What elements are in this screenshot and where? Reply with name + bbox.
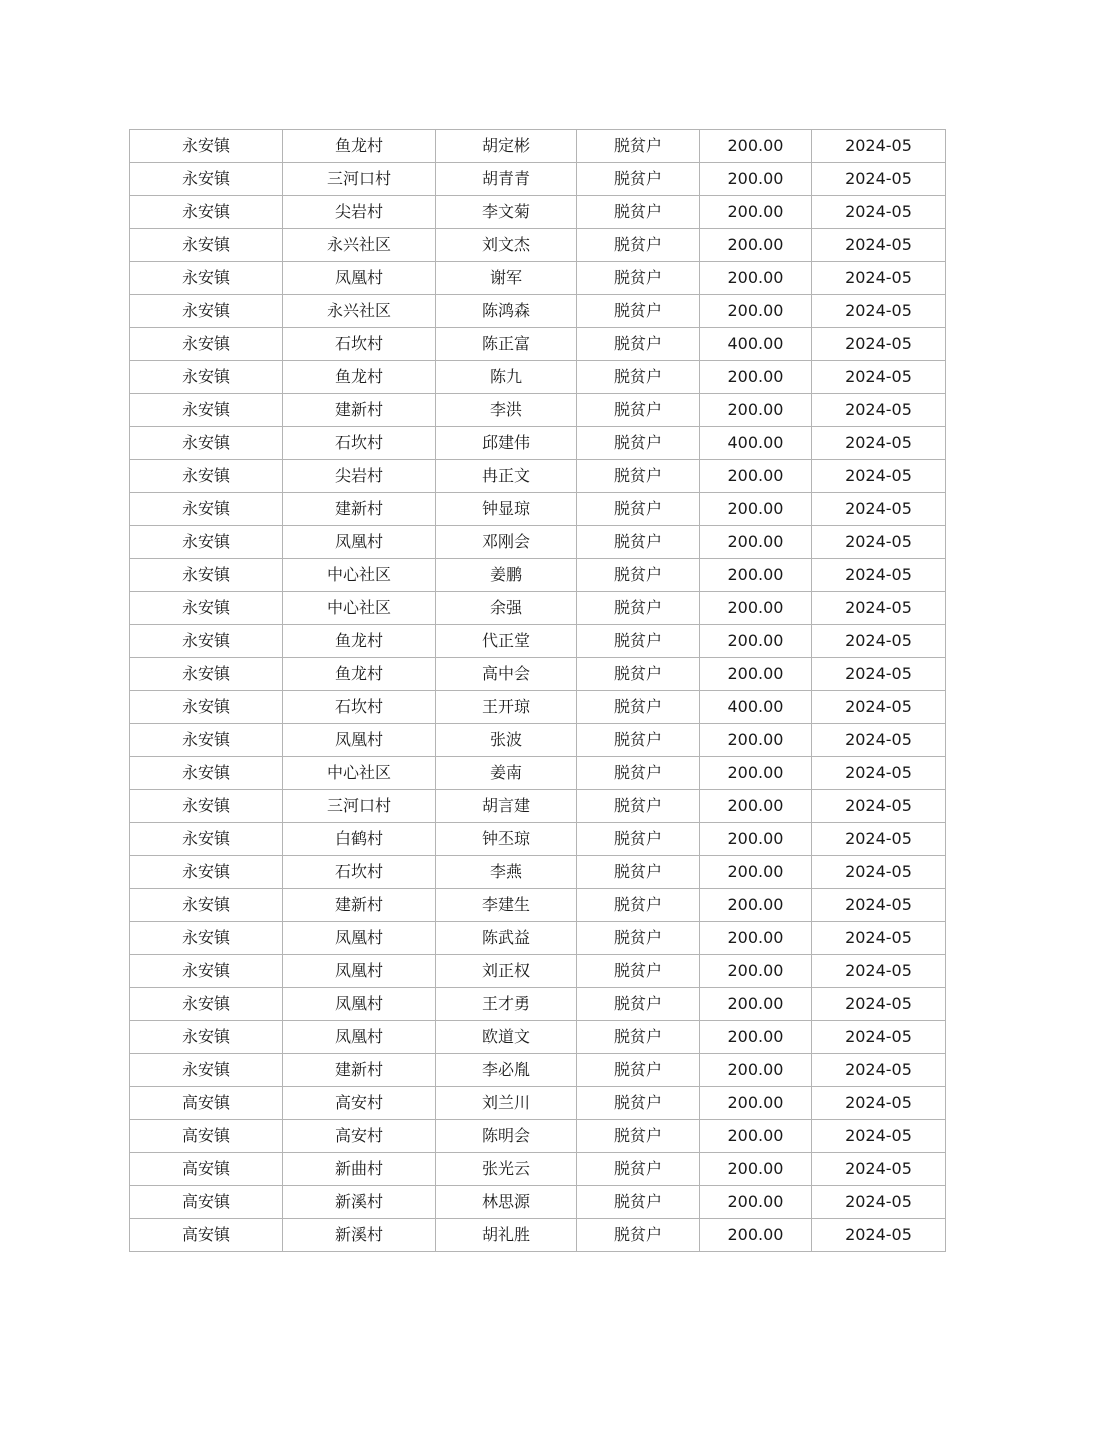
amount-cell: 200.00 bbox=[700, 724, 812, 757]
village-cell: 中心社区 bbox=[283, 757, 436, 790]
household-type-cell: 脱贫户 bbox=[577, 625, 700, 658]
household-type-cell: 脱贫户 bbox=[577, 526, 700, 559]
name-cell: 刘文杰 bbox=[436, 229, 577, 262]
village-cell: 高安村 bbox=[283, 1120, 436, 1153]
village-cell: 石坎村 bbox=[283, 691, 436, 724]
amount-cell: 200.00 bbox=[700, 163, 812, 196]
town-cell: 永安镇 bbox=[130, 328, 283, 361]
name-cell: 张光云 bbox=[436, 1153, 577, 1186]
table-row bbox=[130, 196, 946, 229]
household-type-cell: 脱贫户 bbox=[577, 328, 700, 361]
household-type-cell: 脱贫户 bbox=[577, 1120, 700, 1153]
household-type-cell: 脱贫户 bbox=[577, 163, 700, 196]
village-cell: 永兴社区 bbox=[283, 295, 436, 328]
amount-cell: 200.00 bbox=[700, 361, 812, 394]
household-type-cell: 脱贫户 bbox=[577, 130, 700, 163]
name-cell: 代正堂 bbox=[436, 625, 577, 658]
name-cell: 王才勇 bbox=[436, 988, 577, 1021]
amount-cell: 200.00 bbox=[700, 889, 812, 922]
month-cell: 2024-05 bbox=[812, 955, 946, 988]
town-cell: 永安镇 bbox=[130, 460, 283, 493]
name-cell: 李文菊 bbox=[436, 196, 577, 229]
name-cell: 林思源 bbox=[436, 1186, 577, 1219]
town-cell: 永安镇 bbox=[130, 988, 283, 1021]
village-cell: 尖岩村 bbox=[283, 196, 436, 229]
month-cell: 2024-05 bbox=[812, 295, 946, 328]
village-cell: 鱼龙村 bbox=[283, 361, 436, 394]
household-type-cell: 脱贫户 bbox=[577, 559, 700, 592]
amount-cell: 200.00 bbox=[700, 658, 812, 691]
village-cell: 凤凰村 bbox=[283, 526, 436, 559]
amount-cell: 400.00 bbox=[700, 427, 812, 460]
household-type-cell: 脱贫户 bbox=[577, 955, 700, 988]
month-cell: 2024-05 bbox=[812, 691, 946, 724]
town-cell: 永安镇 bbox=[130, 955, 283, 988]
month-cell: 2024-05 bbox=[812, 790, 946, 823]
village-cell: 中心社区 bbox=[283, 559, 436, 592]
village-cell: 凤凰村 bbox=[283, 1021, 436, 1054]
name-cell: 胡定彬 bbox=[436, 130, 577, 163]
town-cell: 永安镇 bbox=[130, 361, 283, 394]
village-cell: 新曲村 bbox=[283, 1153, 436, 1186]
household-type-cell: 脱贫户 bbox=[577, 757, 700, 790]
village-cell: 三河口村 bbox=[283, 790, 436, 823]
household-type-cell: 脱贫户 bbox=[577, 1219, 700, 1252]
month-cell: 2024-05 bbox=[812, 1054, 946, 1087]
month-cell: 2024-05 bbox=[812, 724, 946, 757]
town-cell: 永安镇 bbox=[130, 922, 283, 955]
town-cell: 永安镇 bbox=[130, 493, 283, 526]
amount-cell: 200.00 bbox=[700, 1021, 812, 1054]
amount-cell: 200.00 bbox=[700, 1153, 812, 1186]
village-cell: 尖岩村 bbox=[283, 460, 436, 493]
household-type-cell: 脱贫户 bbox=[577, 427, 700, 460]
town-cell: 永安镇 bbox=[130, 526, 283, 559]
amount-cell: 200.00 bbox=[700, 295, 812, 328]
table-row bbox=[130, 1120, 946, 1153]
household-type-cell: 脱贫户 bbox=[577, 361, 700, 394]
household-type-cell: 脱贫户 bbox=[577, 922, 700, 955]
town-cell: 永安镇 bbox=[130, 427, 283, 460]
amount-cell: 200.00 bbox=[700, 1120, 812, 1153]
table-row bbox=[130, 823, 946, 856]
amount-cell: 400.00 bbox=[700, 691, 812, 724]
town-cell: 永安镇 bbox=[130, 790, 283, 823]
month-cell: 2024-05 bbox=[812, 1120, 946, 1153]
name-cell: 张波 bbox=[436, 724, 577, 757]
town-cell: 永安镇 bbox=[130, 229, 283, 262]
amount-cell: 400.00 bbox=[700, 328, 812, 361]
table-row bbox=[130, 790, 946, 823]
town-cell: 永安镇 bbox=[130, 592, 283, 625]
table-row bbox=[130, 889, 946, 922]
household-type-cell: 脱贫户 bbox=[577, 196, 700, 229]
village-cell: 凤凰村 bbox=[283, 724, 436, 757]
month-cell: 2024-05 bbox=[812, 757, 946, 790]
month-cell: 2024-05 bbox=[812, 988, 946, 1021]
name-cell: 陈武益 bbox=[436, 922, 577, 955]
town-cell: 永安镇 bbox=[130, 691, 283, 724]
name-cell: 姜南 bbox=[436, 757, 577, 790]
amount-cell: 200.00 bbox=[700, 790, 812, 823]
village-cell: 新溪村 bbox=[283, 1186, 436, 1219]
table-row bbox=[130, 1186, 946, 1219]
table-row bbox=[130, 1219, 946, 1252]
table-row bbox=[130, 262, 946, 295]
household-type-cell: 脱贫户 bbox=[577, 790, 700, 823]
town-cell: 高安镇 bbox=[130, 1120, 283, 1153]
name-cell: 高中会 bbox=[436, 658, 577, 691]
name-cell: 余强 bbox=[436, 592, 577, 625]
name-cell: 刘兰川 bbox=[436, 1087, 577, 1120]
name-cell: 邓刚会 bbox=[436, 526, 577, 559]
table-row bbox=[130, 394, 946, 427]
month-cell: 2024-05 bbox=[812, 856, 946, 889]
household-type-cell: 脱贫户 bbox=[577, 1087, 700, 1120]
amount-cell: 200.00 bbox=[700, 559, 812, 592]
month-cell: 2024-05 bbox=[812, 427, 946, 460]
table-row bbox=[130, 130, 946, 163]
month-cell: 2024-05 bbox=[812, 361, 946, 394]
table-row bbox=[130, 757, 946, 790]
village-cell: 高安村 bbox=[283, 1087, 436, 1120]
town-cell: 高安镇 bbox=[130, 1219, 283, 1252]
table-row bbox=[130, 526, 946, 559]
town-cell: 永安镇 bbox=[130, 625, 283, 658]
amount-cell: 200.00 bbox=[700, 493, 812, 526]
month-cell: 2024-05 bbox=[812, 1153, 946, 1186]
month-cell: 2024-05 bbox=[812, 493, 946, 526]
month-cell: 2024-05 bbox=[812, 1186, 946, 1219]
name-cell: 陈九 bbox=[436, 361, 577, 394]
household-type-cell: 脱贫户 bbox=[577, 1153, 700, 1186]
town-cell: 永安镇 bbox=[130, 1054, 283, 1087]
table-row bbox=[130, 988, 946, 1021]
household-type-cell: 脱贫户 bbox=[577, 262, 700, 295]
month-cell: 2024-05 bbox=[812, 328, 946, 361]
table-row bbox=[130, 559, 946, 592]
month-cell: 2024-05 bbox=[812, 922, 946, 955]
town-cell: 永安镇 bbox=[130, 823, 283, 856]
village-cell: 凤凰村 bbox=[283, 262, 436, 295]
town-cell: 永安镇 bbox=[130, 163, 283, 196]
village-cell: 建新村 bbox=[283, 394, 436, 427]
village-cell: 建新村 bbox=[283, 889, 436, 922]
table-row bbox=[130, 955, 946, 988]
month-cell: 2024-05 bbox=[812, 889, 946, 922]
month-cell: 2024-05 bbox=[812, 1087, 946, 1120]
household-type-cell: 脱贫户 bbox=[577, 229, 700, 262]
name-cell: 胡礼胜 bbox=[436, 1219, 577, 1252]
amount-cell: 200.00 bbox=[700, 262, 812, 295]
table-row bbox=[130, 295, 946, 328]
amount-cell: 200.00 bbox=[700, 856, 812, 889]
village-cell: 鱼龙村 bbox=[283, 625, 436, 658]
name-cell: 钟丕琼 bbox=[436, 823, 577, 856]
town-cell: 永安镇 bbox=[130, 295, 283, 328]
amount-cell: 200.00 bbox=[700, 229, 812, 262]
village-cell: 凤凰村 bbox=[283, 955, 436, 988]
table-row bbox=[130, 691, 946, 724]
month-cell: 2024-05 bbox=[812, 229, 946, 262]
amount-cell: 200.00 bbox=[700, 1054, 812, 1087]
month-cell: 2024-05 bbox=[812, 196, 946, 229]
town-cell: 高安镇 bbox=[130, 1087, 283, 1120]
table-row bbox=[130, 328, 946, 361]
household-type-cell: 脱贫户 bbox=[577, 724, 700, 757]
month-cell: 2024-05 bbox=[812, 1219, 946, 1252]
table-row bbox=[130, 460, 946, 493]
household-type-cell: 脱贫户 bbox=[577, 856, 700, 889]
amount-cell: 200.00 bbox=[700, 1186, 812, 1219]
amount-cell: 200.00 bbox=[700, 592, 812, 625]
amount-cell: 200.00 bbox=[700, 1219, 812, 1252]
name-cell: 陈正富 bbox=[436, 328, 577, 361]
month-cell: 2024-05 bbox=[812, 526, 946, 559]
town-cell: 永安镇 bbox=[130, 1021, 283, 1054]
household-type-cell: 脱贫户 bbox=[577, 889, 700, 922]
village-cell: 三河口村 bbox=[283, 163, 436, 196]
amount-cell: 200.00 bbox=[700, 625, 812, 658]
amount-cell: 200.00 bbox=[700, 823, 812, 856]
town-cell: 高安镇 bbox=[130, 1186, 283, 1219]
month-cell: 2024-05 bbox=[812, 559, 946, 592]
household-type-cell: 脱贫户 bbox=[577, 658, 700, 691]
table-body bbox=[130, 130, 946, 1252]
town-cell: 永安镇 bbox=[130, 394, 283, 427]
town-cell: 永安镇 bbox=[130, 559, 283, 592]
town-cell: 永安镇 bbox=[130, 196, 283, 229]
table-row bbox=[130, 625, 946, 658]
name-cell: 李建生 bbox=[436, 889, 577, 922]
village-cell: 永兴社区 bbox=[283, 229, 436, 262]
month-cell: 2024-05 bbox=[812, 460, 946, 493]
month-cell: 2024-05 bbox=[812, 394, 946, 427]
table-row bbox=[130, 361, 946, 394]
village-cell: 石坎村 bbox=[283, 427, 436, 460]
household-type-cell: 脱贫户 bbox=[577, 988, 700, 1021]
town-cell: 永安镇 bbox=[130, 658, 283, 691]
town-cell: 永安镇 bbox=[130, 889, 283, 922]
table-row bbox=[130, 427, 946, 460]
amount-cell: 200.00 bbox=[700, 988, 812, 1021]
amount-cell: 200.00 bbox=[700, 526, 812, 559]
name-cell: 李必胤 bbox=[436, 1054, 577, 1087]
table-row bbox=[130, 592, 946, 625]
month-cell: 2024-05 bbox=[812, 1021, 946, 1054]
name-cell: 姜鹏 bbox=[436, 559, 577, 592]
name-cell: 钟显琼 bbox=[436, 493, 577, 526]
table-row bbox=[130, 163, 946, 196]
table-row bbox=[130, 658, 946, 691]
household-type-cell: 脱贫户 bbox=[577, 823, 700, 856]
amount-cell: 200.00 bbox=[700, 196, 812, 229]
village-cell: 凤凰村 bbox=[283, 922, 436, 955]
village-cell: 凤凰村 bbox=[283, 988, 436, 1021]
table-row bbox=[130, 922, 946, 955]
table-row bbox=[130, 1087, 946, 1120]
household-type-cell: 脱贫户 bbox=[577, 592, 700, 625]
name-cell: 李洪 bbox=[436, 394, 577, 427]
table-row bbox=[130, 856, 946, 889]
data-table bbox=[129, 129, 946, 1252]
month-cell: 2024-05 bbox=[812, 823, 946, 856]
household-type-cell: 脱贫户 bbox=[577, 1186, 700, 1219]
village-cell: 石坎村 bbox=[283, 856, 436, 889]
village-cell: 中心社区 bbox=[283, 592, 436, 625]
table-row bbox=[130, 1054, 946, 1087]
name-cell: 王开琼 bbox=[436, 691, 577, 724]
month-cell: 2024-05 bbox=[812, 592, 946, 625]
month-cell: 2024-05 bbox=[812, 163, 946, 196]
name-cell: 邱建伟 bbox=[436, 427, 577, 460]
town-cell: 高安镇 bbox=[130, 1153, 283, 1186]
month-cell: 2024-05 bbox=[812, 262, 946, 295]
amount-cell: 200.00 bbox=[700, 922, 812, 955]
name-cell: 谢军 bbox=[436, 262, 577, 295]
amount-cell: 200.00 bbox=[700, 955, 812, 988]
village-cell: 白鹤村 bbox=[283, 823, 436, 856]
name-cell: 刘正权 bbox=[436, 955, 577, 988]
amount-cell: 200.00 bbox=[700, 1087, 812, 1120]
name-cell: 冉正文 bbox=[436, 460, 577, 493]
name-cell: 陈明会 bbox=[436, 1120, 577, 1153]
table-row bbox=[130, 1153, 946, 1186]
name-cell: 欧道文 bbox=[436, 1021, 577, 1054]
village-cell: 石坎村 bbox=[283, 328, 436, 361]
month-cell: 2024-05 bbox=[812, 625, 946, 658]
table-row bbox=[130, 724, 946, 757]
household-type-cell: 脱贫户 bbox=[577, 1054, 700, 1087]
town-cell: 永安镇 bbox=[130, 262, 283, 295]
month-cell: 2024-05 bbox=[812, 658, 946, 691]
village-cell: 鱼龙村 bbox=[283, 658, 436, 691]
name-cell: 陈鸿森 bbox=[436, 295, 577, 328]
town-cell: 永安镇 bbox=[130, 856, 283, 889]
household-type-cell: 脱贫户 bbox=[577, 493, 700, 526]
name-cell: 李燕 bbox=[436, 856, 577, 889]
village-cell: 鱼龙村 bbox=[283, 130, 436, 163]
household-type-cell: 脱贫户 bbox=[577, 394, 700, 427]
amount-cell: 200.00 bbox=[700, 130, 812, 163]
village-cell: 建新村 bbox=[283, 1054, 436, 1087]
household-type-cell: 脱贫户 bbox=[577, 1021, 700, 1054]
household-type-cell: 脱贫户 bbox=[577, 295, 700, 328]
month-cell: 2024-05 bbox=[812, 130, 946, 163]
amount-cell: 200.00 bbox=[700, 757, 812, 790]
name-cell: 胡青青 bbox=[436, 163, 577, 196]
table-row bbox=[130, 1021, 946, 1054]
town-cell: 永安镇 bbox=[130, 130, 283, 163]
household-type-cell: 脱贫户 bbox=[577, 460, 700, 493]
table-row bbox=[130, 493, 946, 526]
village-cell: 建新村 bbox=[283, 493, 436, 526]
household-type-cell: 脱贫户 bbox=[577, 691, 700, 724]
amount-cell: 200.00 bbox=[700, 460, 812, 493]
town-cell: 永安镇 bbox=[130, 757, 283, 790]
table-row bbox=[130, 229, 946, 262]
name-cell: 胡言建 bbox=[436, 790, 577, 823]
village-cell: 新溪村 bbox=[283, 1219, 436, 1252]
town-cell: 永安镇 bbox=[130, 724, 283, 757]
amount-cell: 200.00 bbox=[700, 394, 812, 427]
